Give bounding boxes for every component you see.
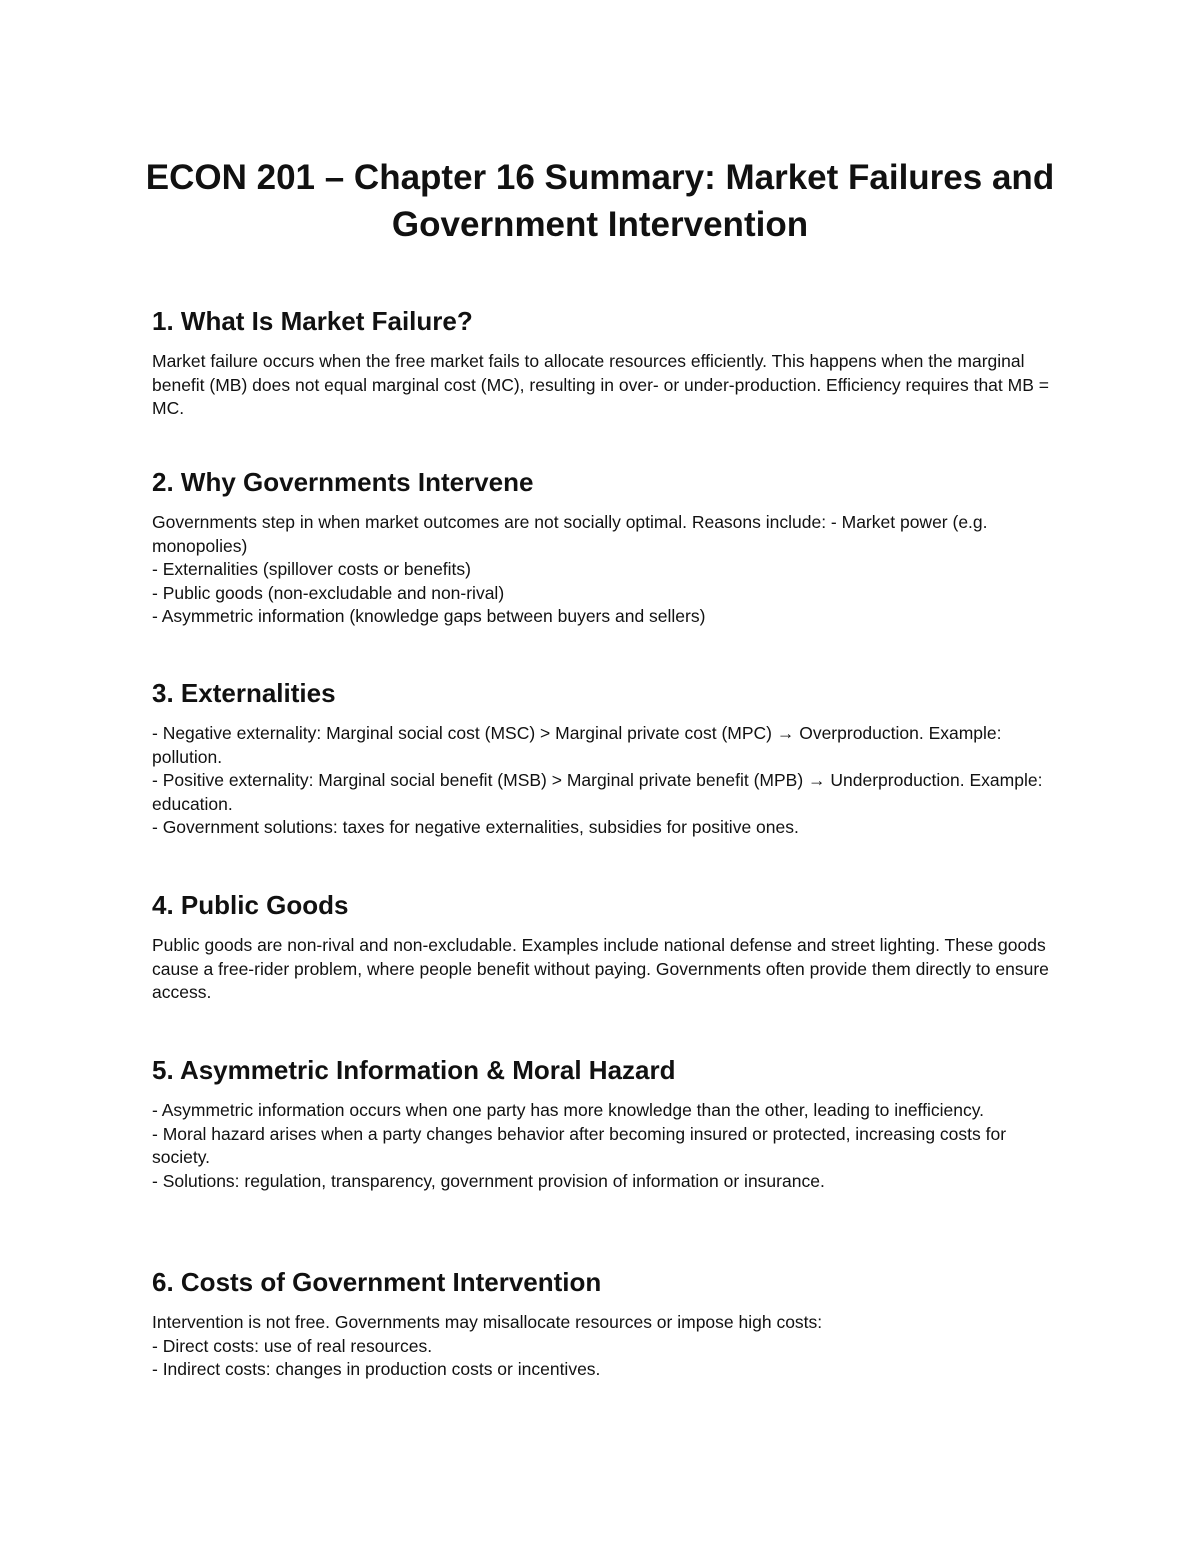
list-item: - Positive externality: Marginal social benefit (MSB) > Marginal private benefit (MPB) → Underproduction. Example: education. [152, 770, 1043, 814]
list-item: - Solutions: regulation, transparency, government provision of information or insurance. [152, 1170, 825, 1191]
section-public-goods [152, 888, 1052, 1005]
list-item: - Government solutions: taxes for negative externalities, subsidies for positive ones. [152, 817, 799, 837]
section-heading: 5. Asymmetric Information & Moral Hazard [152, 1055, 676, 1085]
section-paragraph: Intervention is not free. Governments may misallocate resources or impose high costs: [152, 1312, 823, 1332]
section-heading: 6. Costs of Government Intervention [152, 1267, 602, 1297]
section-heading: 2. Why Governments Intervene [152, 467, 534, 497]
section-paragraph: Public goods are non-rival and non-excludable. Examples include national defense and street lighting. These goods cause a free-rider problem, where people benefit without paying. Governments often provide them directly to ensure access. [152, 935, 1049, 1002]
section-paragraph: Market failure occurs when the free market fails to allocate resources efficiently. This happens when the marginal benefit (MB) does not equal marginal cost (MC), resulting in over- or under-production. Efficiency requires that MB = MC. [152, 351, 1049, 418]
section-heading: 1. What Is Market Failure? [152, 306, 473, 336]
section-why-governments-intervene [152, 465, 1052, 629]
document-title-line-2: and Government Intervention [391, 158, 1055, 244]
section-body [152, 722, 1052, 840]
section-externalities [152, 676, 1052, 840]
section-paragraph: Governments step in when market outcomes are not socially optimal. Reasons include: - Market power (e.g. monopolies) [152, 512, 988, 556]
section-heading: 3. Externalities [152, 678, 336, 708]
list-item: - Asymmetric information occurs when one party has more knowledge than the other, leading to inefficiency. [152, 1100, 985, 1120]
section-asymmetric-information [152, 1053, 1052, 1193]
document-title-line-1: ECON 201 – Chapter 16 Summary: Market Failures [145, 158, 983, 197]
list-item: - Moral hazard arises when a party changes behavior after becoming insured or protected, increasing costs for society. [152, 1123, 1007, 1167]
list-item: - Public goods (non-excludable and non-rival) [152, 582, 505, 603]
section-body [152, 934, 1052, 1005]
section-heading: 4. Public Goods [152, 890, 349, 920]
section-body [152, 1099, 1052, 1193]
section-body [152, 350, 1052, 421]
section-market-failure [152, 304, 1052, 421]
list-item: - Indirect costs: changes in production costs or incentives. [152, 1359, 601, 1379]
list-item: - Negative externality: Marginal social cost (MSC) > Marginal private cost (MPC) → Overproduction. Example: pollution. [152, 723, 1002, 767]
document-title [120, 154, 1080, 248]
list-item: - Externalities (spillover costs or benefits) [152, 559, 471, 579]
section-body [152, 1311, 1052, 1382]
section-costs-of-intervention [152, 1265, 1052, 1382]
list-item: - Direct costs: use of real resources. [152, 1335, 433, 1356]
section-body [152, 511, 1052, 629]
list-item: - Asymmetric information (knowledge gaps between buyers and sellers) [152, 606, 706, 626]
